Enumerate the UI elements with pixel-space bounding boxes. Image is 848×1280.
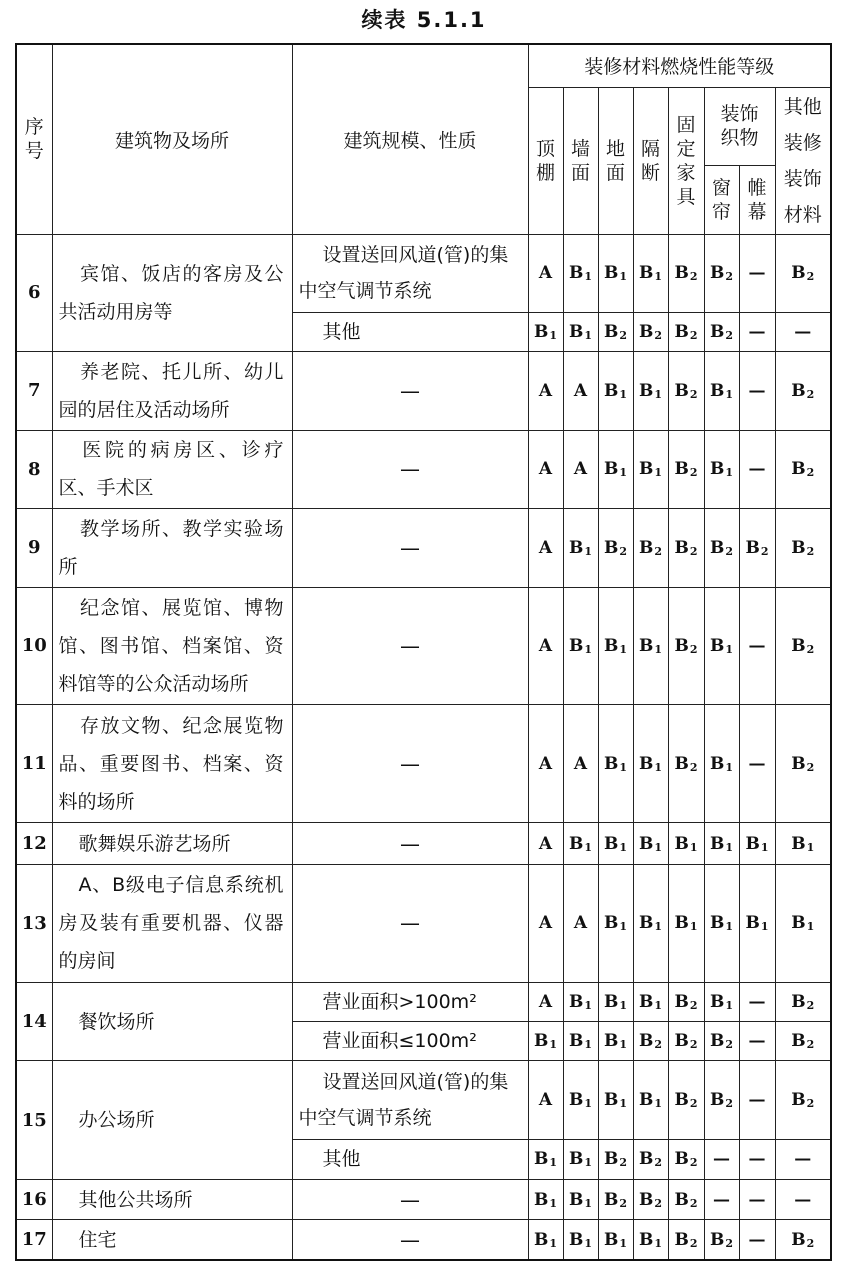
grade-cell: — (739, 312, 775, 351)
header-wall: 墙面 (563, 87, 598, 234)
grade-cell: $B_1$ (775, 865, 831, 983)
grade-cell: $B_2$ (704, 509, 739, 587)
header-drape: 帷幕 (739, 165, 775, 234)
building-name: 其他公共场所 (52, 1179, 292, 1219)
grade-cell: $B_1$ (598, 865, 633, 983)
grade-cell: $B_1$ (739, 822, 775, 864)
table-row (16, 1179, 831, 1219)
grade-cell: $B_1$ (598, 430, 633, 508)
grade-cell: $B_2$ (598, 312, 633, 351)
grade-cell: $B_2$ (704, 234, 739, 312)
grade-cell: $B_2$ (633, 1179, 668, 1219)
building-name: 医院的病房区、诊疗区、手术区 (52, 430, 292, 508)
grade-cell: $B_1$ (633, 705, 668, 823)
grade-cell: $B_2$ (668, 982, 704, 1021)
grade-cell: A (528, 234, 563, 312)
row-number: 11 (16, 705, 52, 823)
grade-cell: $B_1$ (668, 822, 704, 864)
grade-cell: $B_1$ (633, 982, 668, 1021)
row-number: 8 (16, 430, 52, 508)
scale-text: 营业面积>100m² (292, 982, 528, 1021)
grade-cell: A (563, 705, 598, 823)
scale-dash: — (292, 822, 528, 864)
scale-dash: — (292, 352, 528, 430)
grade-cell: $B_1$ (633, 587, 668, 705)
row-number: 9 (16, 509, 52, 587)
grade-cell: $B_1$ (633, 865, 668, 983)
building-name: 存放文物、纪念展览物品、重要图书、档案、资料的场所 (52, 705, 292, 823)
building-name: 办公场所 (52, 1061, 292, 1180)
row-number: 16 (16, 1179, 52, 1219)
grade-cell: $B_1$ (633, 1220, 668, 1260)
grade-cell: A (528, 352, 563, 430)
grade-cell: — (704, 1179, 739, 1219)
grade-cell: $B_1$ (704, 822, 739, 864)
grade-cell: — (739, 1061, 775, 1139)
grade-cell: $B_1$ (704, 587, 739, 705)
grade-cell: $B_1$ (563, 1220, 598, 1260)
building-name: A、B级电子信息系统机房及装有重要机器、仪器的房间 (52, 865, 292, 983)
row-number: 12 (16, 822, 52, 864)
grade-cell: $B_1$ (598, 1022, 633, 1061)
grade-cell: $B_2$ (775, 509, 831, 587)
scale-dash: — (292, 509, 528, 587)
grade-cell: $B_1$ (633, 352, 668, 430)
grade-cell: $B_1$ (563, 1061, 598, 1139)
row-number: 17 (16, 1220, 52, 1260)
grade-cell: — (739, 1220, 775, 1260)
grade-cell: $B_1$ (598, 587, 633, 705)
scale-text: 设置送回风道(管)的集中空气调节系统 (292, 234, 528, 312)
scale-dash: — (292, 705, 528, 823)
grade-cell: $B_2$ (704, 1220, 739, 1260)
grade-cell: $B_1$ (668, 865, 704, 983)
grade-cell: $B_1$ (775, 822, 831, 864)
header-partition: 隔断 (633, 87, 668, 234)
grade-cell: $B_1$ (598, 1061, 633, 1139)
fire-rating-table (15, 43, 832, 1261)
grade-cell: $B_2$ (668, 1061, 704, 1139)
table-title: 续表 5.1.1 (361, 8, 487, 32)
grade-cell: A (528, 509, 563, 587)
grade-cell: $B_2$ (668, 587, 704, 705)
grade-cell: $B_1$ (563, 587, 598, 705)
grade-cell: $B_1$ (563, 1179, 598, 1219)
grade-cell: A (528, 430, 563, 508)
grade-cell: $B_1$ (528, 312, 563, 351)
grade-cell: $B_2$ (739, 509, 775, 587)
grade-cell: — (739, 1022, 775, 1061)
grade-cell: A (528, 822, 563, 864)
grade-cell: $B_1$ (633, 1061, 668, 1139)
grade-cell: $B_2$ (668, 705, 704, 823)
grade-cell: $B_1$ (563, 1139, 598, 1179)
grade-cell: — (704, 1139, 739, 1179)
grade-cell: $B_1$ (598, 1220, 633, 1260)
table-row (16, 509, 831, 587)
grade-cell: $B_1$ (528, 1220, 563, 1260)
table-header (16, 44, 831, 234)
grade-cell: $B_2$ (775, 234, 831, 312)
grade-cell: $B_1$ (704, 982, 739, 1021)
grade-cell: $B_2$ (598, 1179, 633, 1219)
building-name: 宾馆、饭店的客房及公共活动用房等 (52, 234, 292, 352)
grade-cell: $B_2$ (633, 1139, 668, 1179)
scale-dash: — (292, 430, 528, 508)
building-name: 教学场所、教学实验场所 (52, 509, 292, 587)
grade-cell: $B_2$ (668, 1179, 704, 1219)
grade-cell: $B_1$ (633, 430, 668, 508)
grade-cell: $B_2$ (775, 352, 831, 430)
grade-cell: A (528, 587, 563, 705)
grade-cell: $B_2$ (668, 312, 704, 351)
table-row (16, 352, 831, 430)
table-row (16, 822, 831, 864)
grade-cell: — (739, 587, 775, 705)
grade-cell: $B_2$ (704, 1061, 739, 1139)
header-fabric: 装饰织物 (704, 87, 775, 165)
grade-cell: $B_2$ (775, 587, 831, 705)
grade-cell: A (528, 865, 563, 983)
header-curtain: 窗帘 (704, 165, 739, 234)
grade-cell: $B_1$ (563, 822, 598, 864)
scale-dash: — (292, 1220, 528, 1260)
grade-cell: $B_2$ (633, 312, 668, 351)
grade-cell: $B_2$ (668, 1022, 704, 1061)
table-row (16, 705, 831, 823)
grade-cell: $B_2$ (775, 705, 831, 823)
grade-cell: — (775, 312, 831, 351)
building-name: 养老院、托儿所、幼儿园的居住及活动场所 (52, 352, 292, 430)
grade-cell: $B_2$ (598, 509, 633, 587)
grade-cell: A (528, 705, 563, 823)
grade-cell: — (739, 982, 775, 1021)
grade-cell: $B_2$ (775, 1061, 831, 1139)
row-number: 7 (16, 352, 52, 430)
header-ceiling: 顶棚 (528, 87, 563, 234)
scale-text: 营业面积≤100m² (292, 1022, 528, 1061)
building-name: 歌舞娱乐游艺场所 (52, 822, 292, 864)
header-building: 建筑物及场所 (52, 44, 292, 234)
grade-cell: $B_2$ (704, 1022, 739, 1061)
grade-cell: $B_1$ (563, 234, 598, 312)
grade-cell: $B_1$ (704, 865, 739, 983)
grade-cell: $B_2$ (668, 1139, 704, 1179)
grade-cell: A (563, 865, 598, 983)
scale-text: 其他 (292, 312, 528, 351)
grade-cell: — (739, 1139, 775, 1179)
building-name: 餐饮场所 (52, 982, 292, 1060)
grade-cell: — (739, 430, 775, 508)
grade-cell: $B_1$ (563, 982, 598, 1021)
scale-text: 其他 (292, 1139, 528, 1179)
grade-cell: $B_2$ (668, 352, 704, 430)
grade-cell: $B_1$ (598, 705, 633, 823)
grade-cell: $B_1$ (598, 234, 633, 312)
row-number: 15 (16, 1061, 52, 1180)
header-group: 装修材料燃烧性能等级 (528, 44, 831, 87)
building-name: 住宅 (52, 1220, 292, 1260)
grade-cell: $B_2$ (668, 234, 704, 312)
scale-text: 设置送回风道(管)的集中空气调节系统 (292, 1061, 528, 1139)
header-floor: 地面 (598, 87, 633, 234)
table-row (16, 1220, 831, 1260)
grade-cell: $B_1$ (739, 865, 775, 983)
grade-cell: $B_1$ (633, 822, 668, 864)
header-furniture: 固定家具 (668, 87, 704, 234)
grade-cell: $B_2$ (668, 430, 704, 508)
scale-dash: — (292, 865, 528, 983)
grade-cell: A (528, 982, 563, 1021)
grade-cell: — (775, 1139, 831, 1179)
scale-dash: — (292, 1179, 528, 1219)
grade-cell: $B_1$ (563, 509, 598, 587)
grade-cell: $B_2$ (775, 1220, 831, 1260)
grade-cell: $B_1$ (633, 234, 668, 312)
table-row (16, 982, 831, 1021)
grade-cell: $B_2$ (775, 982, 831, 1021)
grade-cell: $B_2$ (668, 509, 704, 587)
header-scale: 建筑规模、性质 (292, 44, 528, 234)
row-number: 6 (16, 234, 52, 352)
grade-cell: $B_1$ (598, 982, 633, 1021)
row-number: 14 (16, 982, 52, 1060)
grade-cell: $B_2$ (704, 312, 739, 351)
table-row (16, 587, 831, 705)
table-row (16, 865, 831, 983)
row-number: 13 (16, 865, 52, 983)
grade-cell: $B_2$ (633, 509, 668, 587)
grade-cell: $B_1$ (563, 1022, 598, 1061)
grade-cell: A (563, 352, 598, 430)
table-row (16, 1061, 831, 1139)
building-name: 纪念馆、展览馆、博物馆、图书馆、档案馆、资料馆等的公众活动场所 (52, 587, 292, 705)
grade-cell: — (739, 705, 775, 823)
grade-cell: $B_1$ (704, 352, 739, 430)
grade-cell: $B_1$ (528, 1022, 563, 1061)
grade-cell: — (739, 1179, 775, 1219)
grade-cell: $B_2$ (668, 1220, 704, 1260)
grade-cell: A (563, 430, 598, 508)
grade-cell: $B_1$ (563, 312, 598, 351)
grade-cell: $B_1$ (704, 430, 739, 508)
grade-cell: — (739, 352, 775, 430)
grade-cell: $B_1$ (528, 1179, 563, 1219)
table-body (16, 234, 831, 1260)
scale-dash: — (292, 587, 528, 705)
table-row (16, 234, 831, 312)
grade-cell: $B_1$ (598, 352, 633, 430)
grade-cell: — (739, 234, 775, 312)
grade-cell: $B_2$ (633, 1022, 668, 1061)
grade-cell: $B_1$ (598, 822, 633, 864)
grade-cell: — (775, 1179, 831, 1219)
grade-cell: A (528, 1061, 563, 1139)
table-row (16, 430, 831, 508)
row-number: 10 (16, 587, 52, 705)
grade-cell: $B_1$ (704, 705, 739, 823)
header-no: 序号 (16, 44, 52, 234)
grade-cell: $B_2$ (775, 430, 831, 508)
header-other: 其他装修装饰材料 (775, 87, 831, 234)
grade-cell: $B_2$ (775, 1022, 831, 1061)
grade-cell: $B_2$ (598, 1139, 633, 1179)
grade-cell: $B_1$ (528, 1139, 563, 1179)
